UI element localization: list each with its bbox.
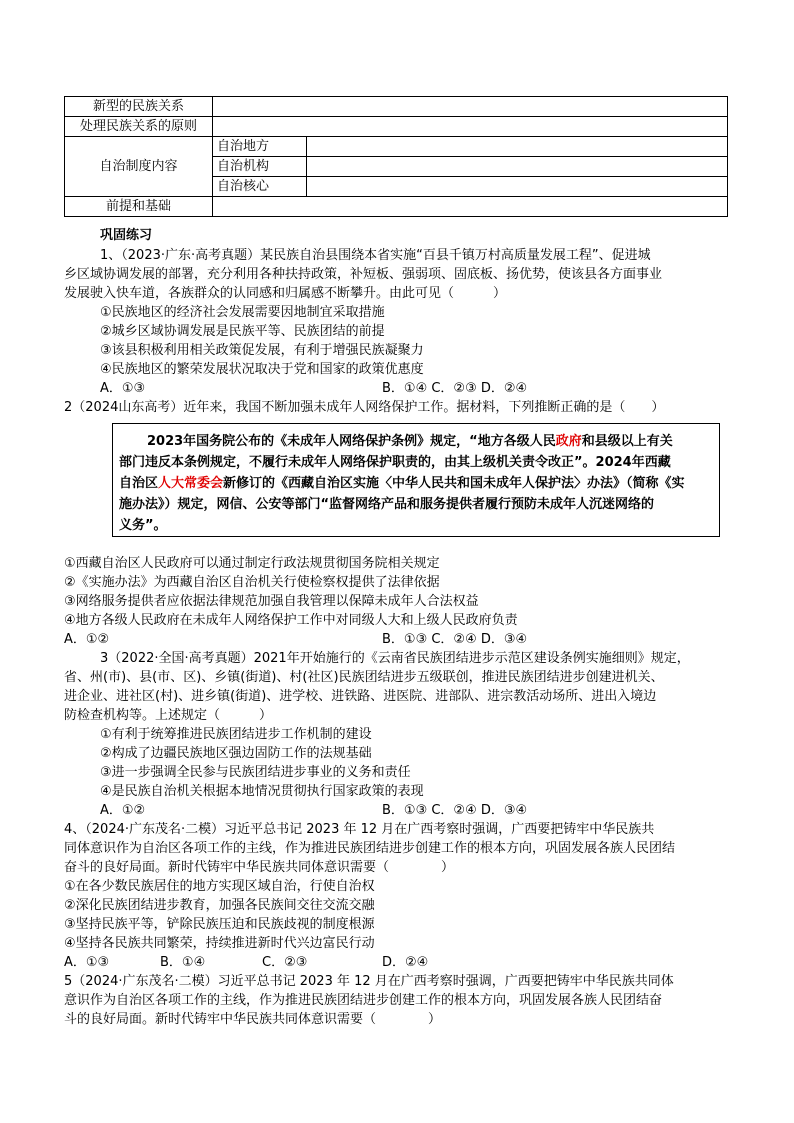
q1-stem-line: 乡区域协调发展的部署，充分利用各种扶持政策，补短板、强弱项、固底板、扬优势，使该县各方面事业 <box>64 267 663 282</box>
q4-statement: ③坚持民族平等，铲除民族压迫和民族歧视的制度根源 <box>64 917 375 932</box>
q1-statement: ①民族地区的经济社会发展需要因地制宜采取措施 <box>100 305 385 320</box>
q2-statement: ②《实施办法》为西藏自治区自治机关行使检察权提供了法律依据 <box>64 575 440 590</box>
q2-option-a[interactable]: A．①② <box>64 632 110 647</box>
q2-stem: 2（2024山东高考）近年来，我国不断加强未成年人网络保护工作。据材料，下列推断正确的是（ ） <box>64 400 665 415</box>
q2-statement: ④地方各级人民政府在未成年人网络保护工作中对同级人大和上级人民政府负责 <box>64 613 518 628</box>
section-title: 巩固练习 <box>100 228 153 243</box>
q3-statement: ②构成了边疆民族地区强边固防工作的法规基础 <box>100 746 372 761</box>
q3-stem-line: 3（2022·全国·高考真题）2021年开始施行的《云南省民族团结进步示范区建设条例实施细则》规定， <box>100 651 690 666</box>
q4-option-d[interactable]: D．②④ <box>382 955 429 970</box>
q3-options-bcd[interactable]: B．①③ C．②④ D．③④ <box>382 803 528 818</box>
q2-material-box <box>112 423 720 537</box>
q4-statement: ①在各少数民族居住的地方实现区域自治，行使自治权 <box>64 879 375 894</box>
q4-statement: ④坚持各民族共同繁荣，持续推进新时代兴边富民行动 <box>64 936 375 951</box>
q1-statement: ③该县积极利用相关政策促发展，有利于增强民族凝聚力 <box>100 343 424 358</box>
table-cell-blank[interactable] <box>307 177 728 197</box>
q1-statement: ②城乡区域协调发展是民族平等、民族团结的前提 <box>100 324 385 339</box>
q3-statement: ③进一步强调全民参与民族团结进步事业的义务和责任 <box>100 765 411 780</box>
table-cell-label: 处理民族关系的原则 <box>65 117 213 137</box>
q1-option-a[interactable]: A．①③ <box>100 381 146 396</box>
table-cell-blank[interactable] <box>213 197 728 217</box>
q4-option-c[interactable]: C．②③ <box>262 955 308 970</box>
q3-stem-line: 防检查机构等。上述规定（ ） <box>64 708 273 723</box>
q2-statement: ③网络服务提供者应依据法律规范加强自我管理以保障未成年人合法权益 <box>64 594 479 609</box>
table-cell-label: 新型的民族关系 <box>65 97 213 117</box>
q3-stem-line: 进企业、进社区(村)、进乡镇(街道)、进学校、进铁路、进医院、进部队、进宗教活动场所、进出入境边 <box>64 689 657 704</box>
table-cell-sublabel: 自治地方 <box>213 137 307 157</box>
q1-stem-line: 1、（2023·广东·高考真题）某民族自治县围绕本省实施“百县千镇万村高质量发展工程”、促进城 <box>100 248 651 263</box>
material-line: 义务”。 <box>119 518 167 533</box>
q3-stem-line: 省、州(市)、县(市、区)、乡镇(街道)、村(社区)民族团结进步五级联创，推进民族团结进步创建进机关、 <box>64 670 664 685</box>
q3-option-a[interactable]: A．①② <box>100 803 146 818</box>
q3-statement: ①有利于统筹推进民族团结进步工作机制的建设 <box>100 727 372 742</box>
q5-stem-line: 意识作为自治区各项工作的主线，作为推进民族团结进步创建工作的根本方向，巩固发展各族人民团结奋 <box>64 993 663 1008</box>
material-line: 2023年国务院公布的《未成年人网络保护条例》规定，“地方各级人民政府和县级以上有关 <box>147 434 673 449</box>
table-row <box>65 117 728 137</box>
q2-statement: ①西藏自治区人民政府可以通过制定行政法规贯彻国务院相关规定 <box>64 556 440 571</box>
q4-option-b[interactable]: B．①④ <box>160 955 206 970</box>
table-cell-blank[interactable] <box>213 97 728 117</box>
table-row <box>65 97 728 117</box>
table-cell-blank[interactable] <box>307 157 728 177</box>
q4-stem-line: 同体意识作为自治区各项工作的主线，作为推进民族团结进步创建工作的根本方向，巩固发展各族人民团结 <box>64 841 676 856</box>
q4-stem-line: 4、（2024·广东茂名·二模）习近平总书记 2023 年 12 月在广西考察时强调，广西要把铸牢中华民族共 <box>64 822 655 837</box>
material-line: 部门违反本条例规定，不履行未成年人网络保护职责的，由其上级机关责令改正”。2024年西藏 <box>119 455 671 470</box>
q1-options-bcd[interactable]: B．①④ C．②③ D．②④ <box>382 381 528 396</box>
table-cell-label: 前提和基础 <box>65 197 213 217</box>
table-row <box>65 197 728 217</box>
q4-statement: ②深化民族团结进步教育，加强各民族间交往交流交融 <box>64 898 375 913</box>
material-line: 施办法》）规定，网信、公安等部门“监督网络产品和服务提供者履行预防未成年人沉迷网络的 <box>119 497 655 512</box>
q1-statement: ④民族地区的繁荣发展状况取决于党和国家的政策优惠度 <box>100 362 424 377</box>
table-cell-blank[interactable] <box>213 117 728 137</box>
q1-stem-line: 发展驶入快车道，各族群众的认同感和归属感不断攀升。由此可见（ ） <box>64 286 507 301</box>
table-cell-sublabel: 自治机构 <box>213 157 307 177</box>
q4-option-a[interactable]: A．①③ <box>64 955 110 970</box>
q4-stem-line: 奋斗的良好局面。新时代铸牢中华民族共同体意识需要（ ） <box>64 860 455 875</box>
q5-stem-line: 斗的良好局面。新时代铸牢中华民族共同体意识需要（ ） <box>64 1012 442 1027</box>
table-cell-blank[interactable] <box>307 137 728 157</box>
q2-options-bcd[interactable]: B．①③ C．②④ D．③④ <box>382 632 528 647</box>
material-line: 自治区人大常委会新修订的《西藏自治区实施〈中华人民共和国未成年人保护法〉办法》（简称《实 <box>119 476 685 491</box>
knowledge-table <box>64 96 728 217</box>
q3-statement: ④是民族自治机关根据本地情况贯彻执行国家政策的表现 <box>100 784 424 799</box>
q5-stem-line: 5（2024·广东茂名·二模）习近平总书记 2023 年 12 月在广西考察时强调，广西要把铸牢中华民族共同体 <box>64 974 674 989</box>
table-cell-sublabel: 自治核心 <box>213 177 307 197</box>
table-cell-label: 自治制度内容 <box>65 137 213 197</box>
table-row <box>65 137 728 157</box>
